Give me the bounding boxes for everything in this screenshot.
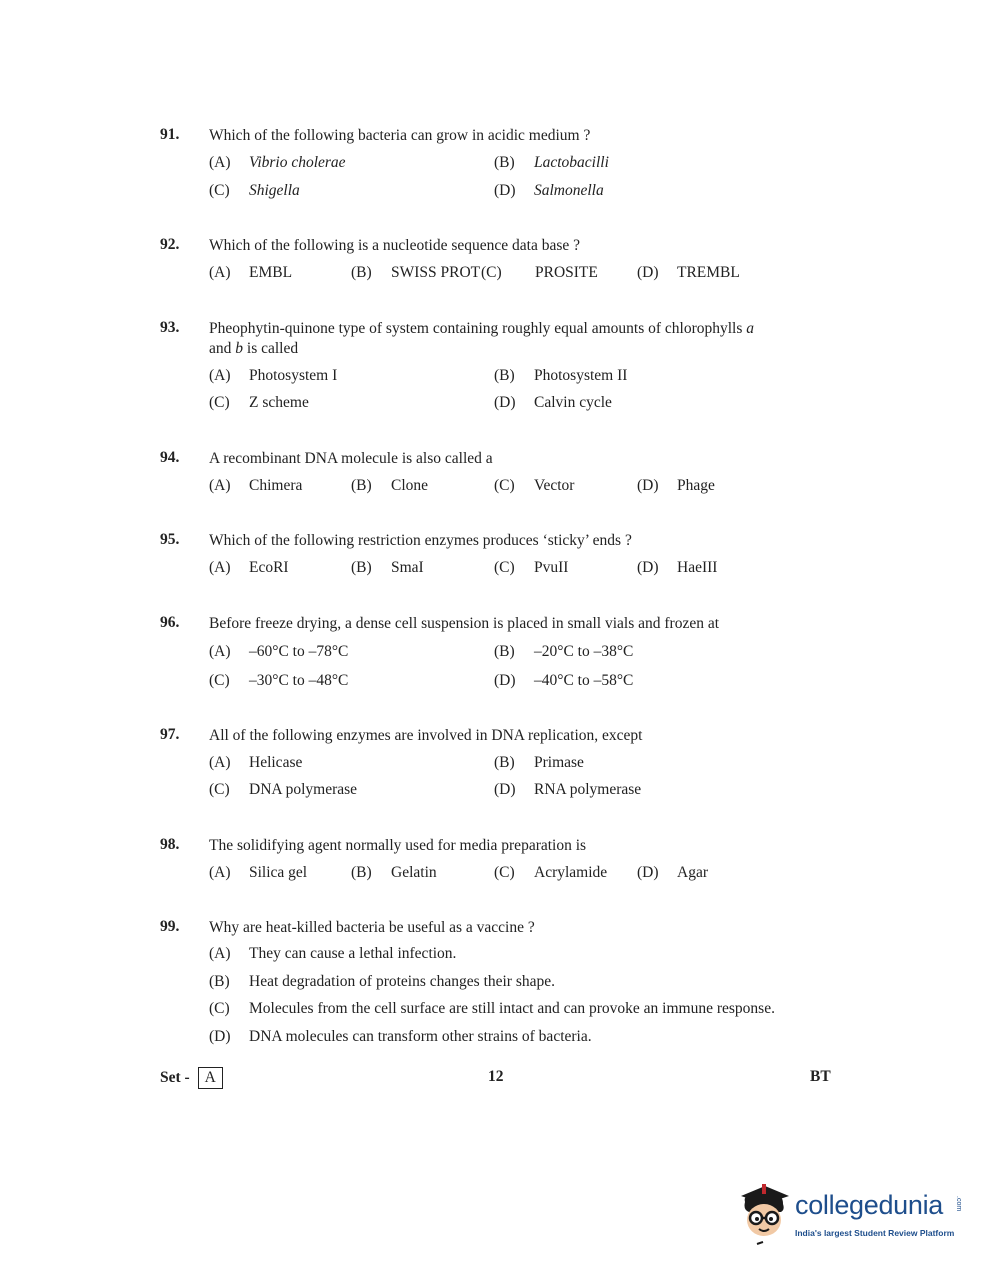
- student-mascot-icon: [735, 1182, 795, 1252]
- option-d: (D) Phage: [637, 477, 715, 494]
- option-a: (A) EcoRI: [209, 559, 289, 576]
- option-b: (B) Clone: [351, 477, 429, 494]
- option-d: (D) RNA polymerase: [494, 781, 642, 798]
- question-number: 98.: [160, 836, 180, 853]
- option-b: (B) Primase: [494, 754, 584, 771]
- question-number: 91.: [160, 126, 180, 143]
- logo-tagline: India's largest Student Review Platform: [795, 1228, 955, 1238]
- option-b: (B) Lactobacilli: [494, 154, 609, 171]
- question-text: All of the following enzymes are involved in DNA replication, except: [209, 727, 643, 744]
- collegedunia-logo: [735, 1182, 965, 1252]
- option-b: (B) Photosystem II: [494, 367, 628, 384]
- option-a: (A) Photosystem I: [209, 367, 338, 384]
- option-d: (D) –40°C to –58°C: [494, 672, 634, 689]
- option-c: (C) Shigella: [209, 182, 300, 199]
- option-c: (C) PvuII: [494, 559, 569, 576]
- paper-code: BT: [810, 1068, 831, 1085]
- option-d: (D) Calvin cycle: [494, 394, 612, 411]
- set-label: Set -: [160, 1069, 190, 1086]
- question-text: Which of the following restriction enzymes produces ‘sticky’ ends ?: [209, 532, 632, 549]
- option-d: (D) Salmonella: [494, 182, 604, 199]
- option-c: (C) Z scheme: [209, 394, 309, 411]
- set-value-box: A: [198, 1067, 223, 1089]
- question-number: 94.: [160, 449, 180, 466]
- option-c: (C) Acrylamide: [494, 864, 608, 881]
- option-d: (D) HaeIII: [637, 559, 718, 576]
- question-text: Why are heat-killed bacteria be useful as a vaccine ?: [209, 919, 535, 936]
- question-number: 97.: [160, 726, 180, 743]
- option-c: (C) –30°C to –48°C: [209, 672, 349, 689]
- question-text: A recombinant DNA molecule is also called a: [209, 450, 493, 467]
- option-c: (C) Molecules from the cell surface are still intact and can provoke an immune response.: [209, 1000, 775, 1017]
- logo-wordmark: collegedunia: [795, 1190, 944, 1220]
- option-a: (A) Helicase: [209, 754, 303, 771]
- page-number: 12: [488, 1068, 504, 1085]
- question-text: Which of the following bacteria can grow in acidic medium ?: [209, 127, 591, 144]
- question-number: 92.: [160, 236, 180, 253]
- option-d: (D) Agar: [637, 864, 708, 881]
- logo-domain: .com: [955, 1196, 962, 1212]
- question-number: 96.: [160, 614, 180, 631]
- question-number: 93.: [160, 319, 180, 336]
- option-c: (C) PROSITE: [481, 264, 598, 281]
- set-indicator: [160, 1067, 223, 1089]
- option-a: (A) EMBL: [209, 264, 293, 281]
- option-a: (A) –60°C to –78°C: [209, 643, 349, 660]
- option-d: (D) TREMBL: [637, 264, 740, 281]
- option-b: (B) SWISS PROT: [351, 264, 481, 281]
- option-a: (A) They can cause a lethal infection.: [209, 945, 457, 962]
- option-c: (C) Vector: [494, 477, 575, 494]
- question-number: 95.: [160, 531, 180, 548]
- option-b: (B) –20°C to –38°C: [494, 643, 634, 660]
- question-number: 99.: [160, 918, 180, 935]
- option-c: (C) DNA polymerase: [209, 781, 358, 798]
- option-a: (A) Chimera: [209, 477, 303, 494]
- option-b: (B) SmaI: [351, 559, 424, 576]
- question-text: Pheophytin-quinone type of system containing roughly equal amounts of chlorophylls a and b is called: [209, 320, 755, 357]
- option-a: (A) Vibrio cholerae: [209, 154, 346, 171]
- option-a: (A) Silica gel: [209, 864, 308, 881]
- question-text: Which of the following is a nucleotide sequence data base ?: [209, 237, 581, 254]
- option-b: (B) Heat degradation of proteins changes their shape.: [209, 973, 556, 990]
- option-b: (B) Gelatin: [351, 864, 437, 881]
- question-text: Before freeze drying, a dense cell suspension is placed in small vials and frozen at: [209, 615, 720, 632]
- option-d: (D) DNA molecules can transform other strains of bacteria.: [209, 1028, 592, 1045]
- question-text: The solidifying agent normally used for media preparation is: [209, 837, 587, 854]
